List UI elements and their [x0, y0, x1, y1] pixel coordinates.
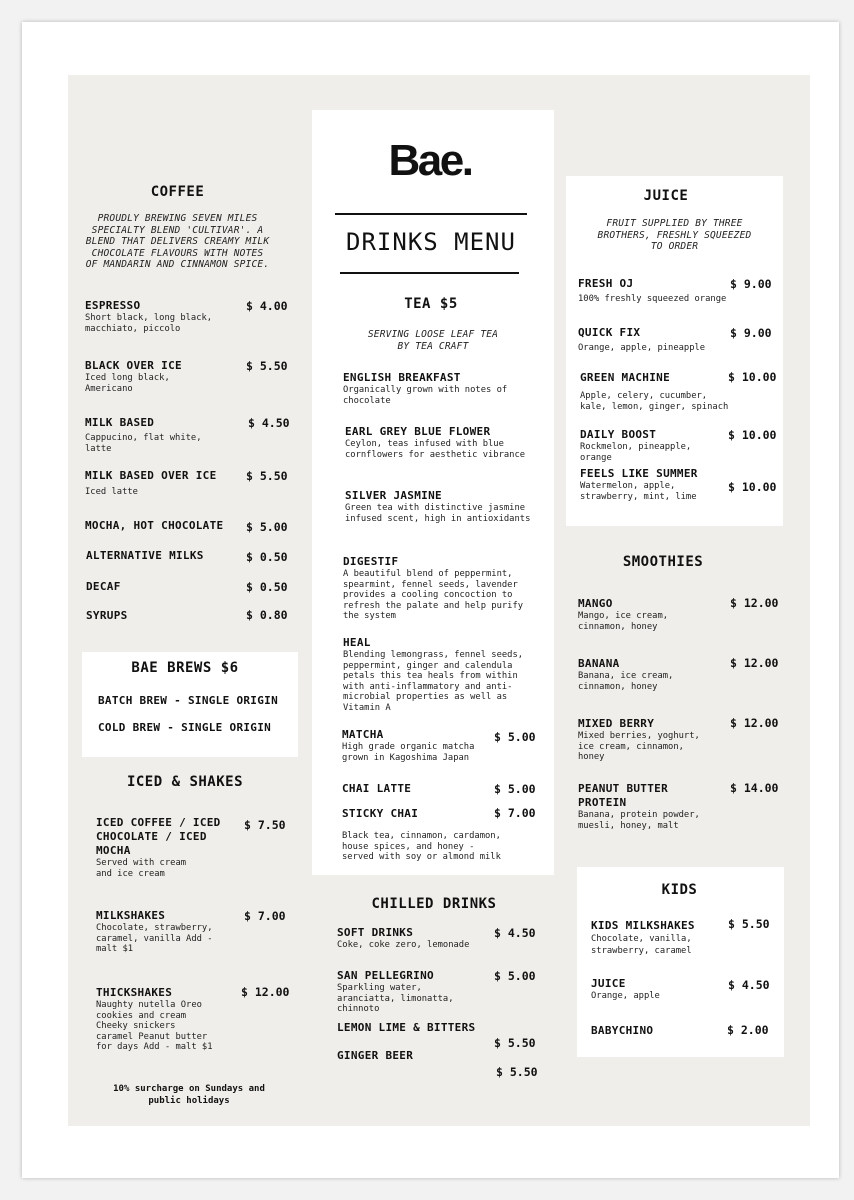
item-price: $ 12.00: [730, 656, 779, 670]
item-price: $ 5.50: [728, 917, 770, 931]
item-price: $ 4.50: [728, 978, 770, 992]
item-name: HEAL: [343, 636, 371, 649]
item-price: $ 10.00: [728, 370, 777, 384]
tea-title: TEA $5: [404, 296, 458, 312]
item-price: $ 0.50: [246, 580, 288, 594]
menu-title: DRINKS MENU: [346, 228, 516, 256]
list-item: [343, 555, 533, 622]
brand-logo: Bae.: [388, 136, 472, 185]
item-desc: Cappucino, flat white, latte: [85, 433, 202, 454]
item-price: $ 5.50: [496, 1065, 538, 1079]
item-desc: Banana, protein powder, muesli, honey, malt: [578, 810, 700, 831]
item-name: ICED COFFEE / ICED CHOCOLATE / ICED MOCHA: [96, 816, 221, 857]
surcharge-note: 10% surcharge on Sundays and public holidays: [113, 1084, 265, 1106]
item-desc: Green tea with distinctive jasmine infused scent, high in antioxidants: [345, 503, 531, 524]
item-name: MATCHA: [342, 728, 384, 741]
item-desc: Iced latte: [85, 487, 138, 497]
chilled-title: CHILLED DRINKS: [371, 896, 497, 912]
list-item: [578, 717, 718, 763]
item-name: KIDS MILKSHAKES: [591, 919, 695, 932]
item-desc: Iced long black, Americano: [85, 373, 170, 394]
item-desc: Mixed berries, yoghurt, ice cream, cinnamon, honey: [578, 731, 700, 762]
item-name: FRESH OJ: [578, 277, 634, 290]
item-desc: Short black, long black, macchiato, piccolo: [85, 313, 213, 334]
item-name: SILVER JASMINE: [345, 489, 442, 502]
item-desc: Apple, celery, cucumber, kale, lemon, ginger, spinach: [580, 391, 729, 412]
list-item: [343, 636, 533, 713]
juice-title: JUICE: [643, 188, 689, 204]
kids-title: KIDS: [661, 882, 698, 898]
list-item: [96, 816, 246, 879]
item-price: $ 4.50: [248, 416, 290, 430]
smoothies-title: SMOOTHIES: [622, 554, 704, 570]
item-desc: Naughty nutella Oreo cookies and cream Cheeky snickers caramel Peanut butter for days Add - malt $1: [96, 1000, 213, 1052]
item-price: $ 5.00: [494, 969, 536, 983]
item-desc: Watermelon, apple, strawberry, mint, lime: [580, 481, 697, 502]
item-name: THICKSHAKES: [96, 986, 173, 999]
item-desc: Banana, ice cream, cinnamon, honey: [578, 671, 674, 692]
item-price: $ 14.00: [730, 781, 779, 795]
item-name: GREEN MACHINE: [580, 371, 670, 384]
list-item: [345, 425, 535, 460]
item-price: $ 2.00: [727, 1023, 769, 1037]
item-desc: Organically grown with notes of chocolate: [343, 385, 508, 406]
item-price: $ 5.00: [494, 782, 536, 796]
coffee-intro: PROUDLY BREWING SEVEN MILES SPECIALTY BLEND 'CULTIVAR'. A BLEND THAT DELIVERS CREAMY MILK CHOCOLATE FLAVOURS WITH NOTES OF MANDARIN AND CINNAMON SPICE.: [85, 213, 270, 270]
item-name: SAN PELLEGRINO: [337, 969, 434, 982]
item-desc: Mango, ice cream, cinnamon, honey: [578, 611, 669, 632]
item-name: MILKSHAKES: [96, 909, 166, 922]
item-desc: Coke, coke zero, lemonade: [337, 940, 470, 950]
item-price: $ 7.50: [244, 818, 286, 832]
item-desc: Sparkling water, aranciatta, limonatta, chinnoto: [337, 983, 454, 1014]
list-item: [578, 657, 718, 692]
item-name: ESPRESSO: [85, 299, 141, 312]
item-desc: Orange, apple, pineapple: [578, 343, 706, 353]
item-price: $ 9.00: [730, 277, 772, 291]
divider-bottom: [340, 272, 519, 274]
item-name: MILK BASED: [85, 416, 155, 429]
item-name: DAILY BOOST: [580, 428, 657, 441]
list-item: [578, 782, 718, 831]
item-desc: Chocolate, strawberry, caramel, vanilla Add - malt $1: [96, 923, 213, 954]
item-desc: Served with cream and ice cream: [96, 858, 187, 879]
bae-brews-box: [82, 652, 298, 757]
list-item: [342, 728, 492, 763]
item-name: MANGO: [578, 597, 613, 610]
item-name: MILK BASED OVER ICE: [85, 469, 217, 482]
item-name: DECAF: [86, 580, 121, 593]
item-price: $ 10.00: [728, 428, 777, 442]
item-name: SOFT DRINKS: [337, 926, 414, 939]
item-name: GINGER BEER: [337, 1049, 414, 1062]
item-price: $ 5.00: [246, 520, 288, 534]
coffee-title: COFFEE: [150, 184, 205, 200]
item-desc: Ceylon, teas infused with blue cornflowers for aesthetic vibrance: [345, 439, 526, 460]
item-price: $ 5.50: [494, 1036, 536, 1050]
tea-intro: SERVING LOOSE LEAF TEA BY TEA CRAFT: [367, 329, 499, 352]
item-price: $ 10.00: [728, 480, 777, 494]
juice-intro: FRUIT SUPPLIED BY THREE BROTHERS, FRESHLY SQUEEZED TO ORDER: [597, 218, 752, 252]
item-price: $ 5.00: [494, 730, 536, 744]
list-item: [591, 919, 731, 957]
item-name: BABYCHINO: [591, 1024, 654, 1037]
list-item: [342, 807, 512, 863]
item-desc: A beautiful blend of peppermint, spearmint, fennel seeds, lavender provides a cooling concoction to refresh the palate and help purify the system: [343, 569, 524, 621]
list-item: [96, 909, 236, 955]
item-price: $ 12.00: [730, 596, 779, 610]
item-name: STICKY CHAI: [342, 807, 419, 820]
item-price: $ 4.50: [494, 926, 536, 940]
item-name: CHAI LATTE: [342, 782, 412, 795]
list-item: [96, 986, 236, 1053]
item-price: $ 12.00: [730, 716, 779, 730]
item-name: MOCHA, HOT CHOCOLATE: [85, 519, 224, 532]
list-item: [337, 969, 467, 1015]
item-name: DIGESTIF: [343, 555, 399, 568]
iced-title: ICED & SHAKES: [126, 774, 244, 790]
item-price: $ 0.80: [246, 608, 288, 622]
item-price: $ 7.00: [494, 806, 536, 820]
item-price: $ 9.00: [730, 326, 772, 340]
item-name: ENGLISH BREAKFAST: [343, 371, 461, 384]
divider-top: [335, 213, 527, 215]
item-name: BANANA: [578, 657, 620, 670]
bae-brews-item: COLD BREW - SINGLE ORIGIN: [98, 721, 272, 734]
item-desc: High grade organic matcha grown in Kagoshima Japan: [342, 742, 475, 763]
list-item: [578, 597, 718, 632]
bae-brews-title: BAE BREWS $6: [131, 660, 239, 676]
item-name: ALTERNATIVE MILKS: [86, 549, 204, 562]
item-price: $ 5.50: [246, 359, 288, 373]
item-desc: Chocolate, vanilla, strawberry, caramel: [591, 934, 692, 956]
item-name: EARL GREY BLUE FLOWER: [345, 425, 491, 438]
item-name: LEMON LIME & BITTERS: [337, 1021, 476, 1034]
list-item: [345, 489, 535, 524]
item-name: JUICE: [591, 977, 626, 990]
list-item: [343, 371, 533, 406]
list-item: [337, 926, 492, 951]
item-name: SYRUPS: [86, 609, 128, 622]
item-price: $ 12.00: [241, 985, 290, 999]
item-desc: Rockmelon, pineapple, orange: [580, 442, 692, 463]
item-price: $ 0.50: [246, 550, 288, 564]
item-name: PEANUT BUTTER PROTEIN: [578, 782, 668, 809]
list-item: [591, 977, 721, 1002]
item-name: QUICK FIX: [578, 326, 641, 339]
item-price: $ 5.50: [246, 469, 288, 483]
item-desc: Orange, apple: [591, 991, 660, 1001]
bae-brews-item: BATCH BREW - SINGLE ORIGIN: [98, 694, 278, 707]
item-name: BLACK OVER ICE: [85, 359, 182, 372]
item-price: $ 4.00: [246, 299, 288, 313]
item-price: $ 7.00: [244, 909, 286, 923]
item-desc: 100% freshly squeezed orange: [578, 294, 727, 304]
item-name: FEELS LIKE SUMMER: [580, 467, 698, 480]
item-name: MIXED BERRY: [578, 717, 655, 730]
item-desc: Black tea, cinnamon, cardamon, house spices, and honey - served with soy or almond milk: [342, 831, 501, 862]
item-desc: Blending lemongrass, fennel seeds, peppermint, ginger and calendula petals this tea heals from within with anti-inflammatory and anti-microbial properties as well as Vitamin A: [343, 650, 524, 713]
